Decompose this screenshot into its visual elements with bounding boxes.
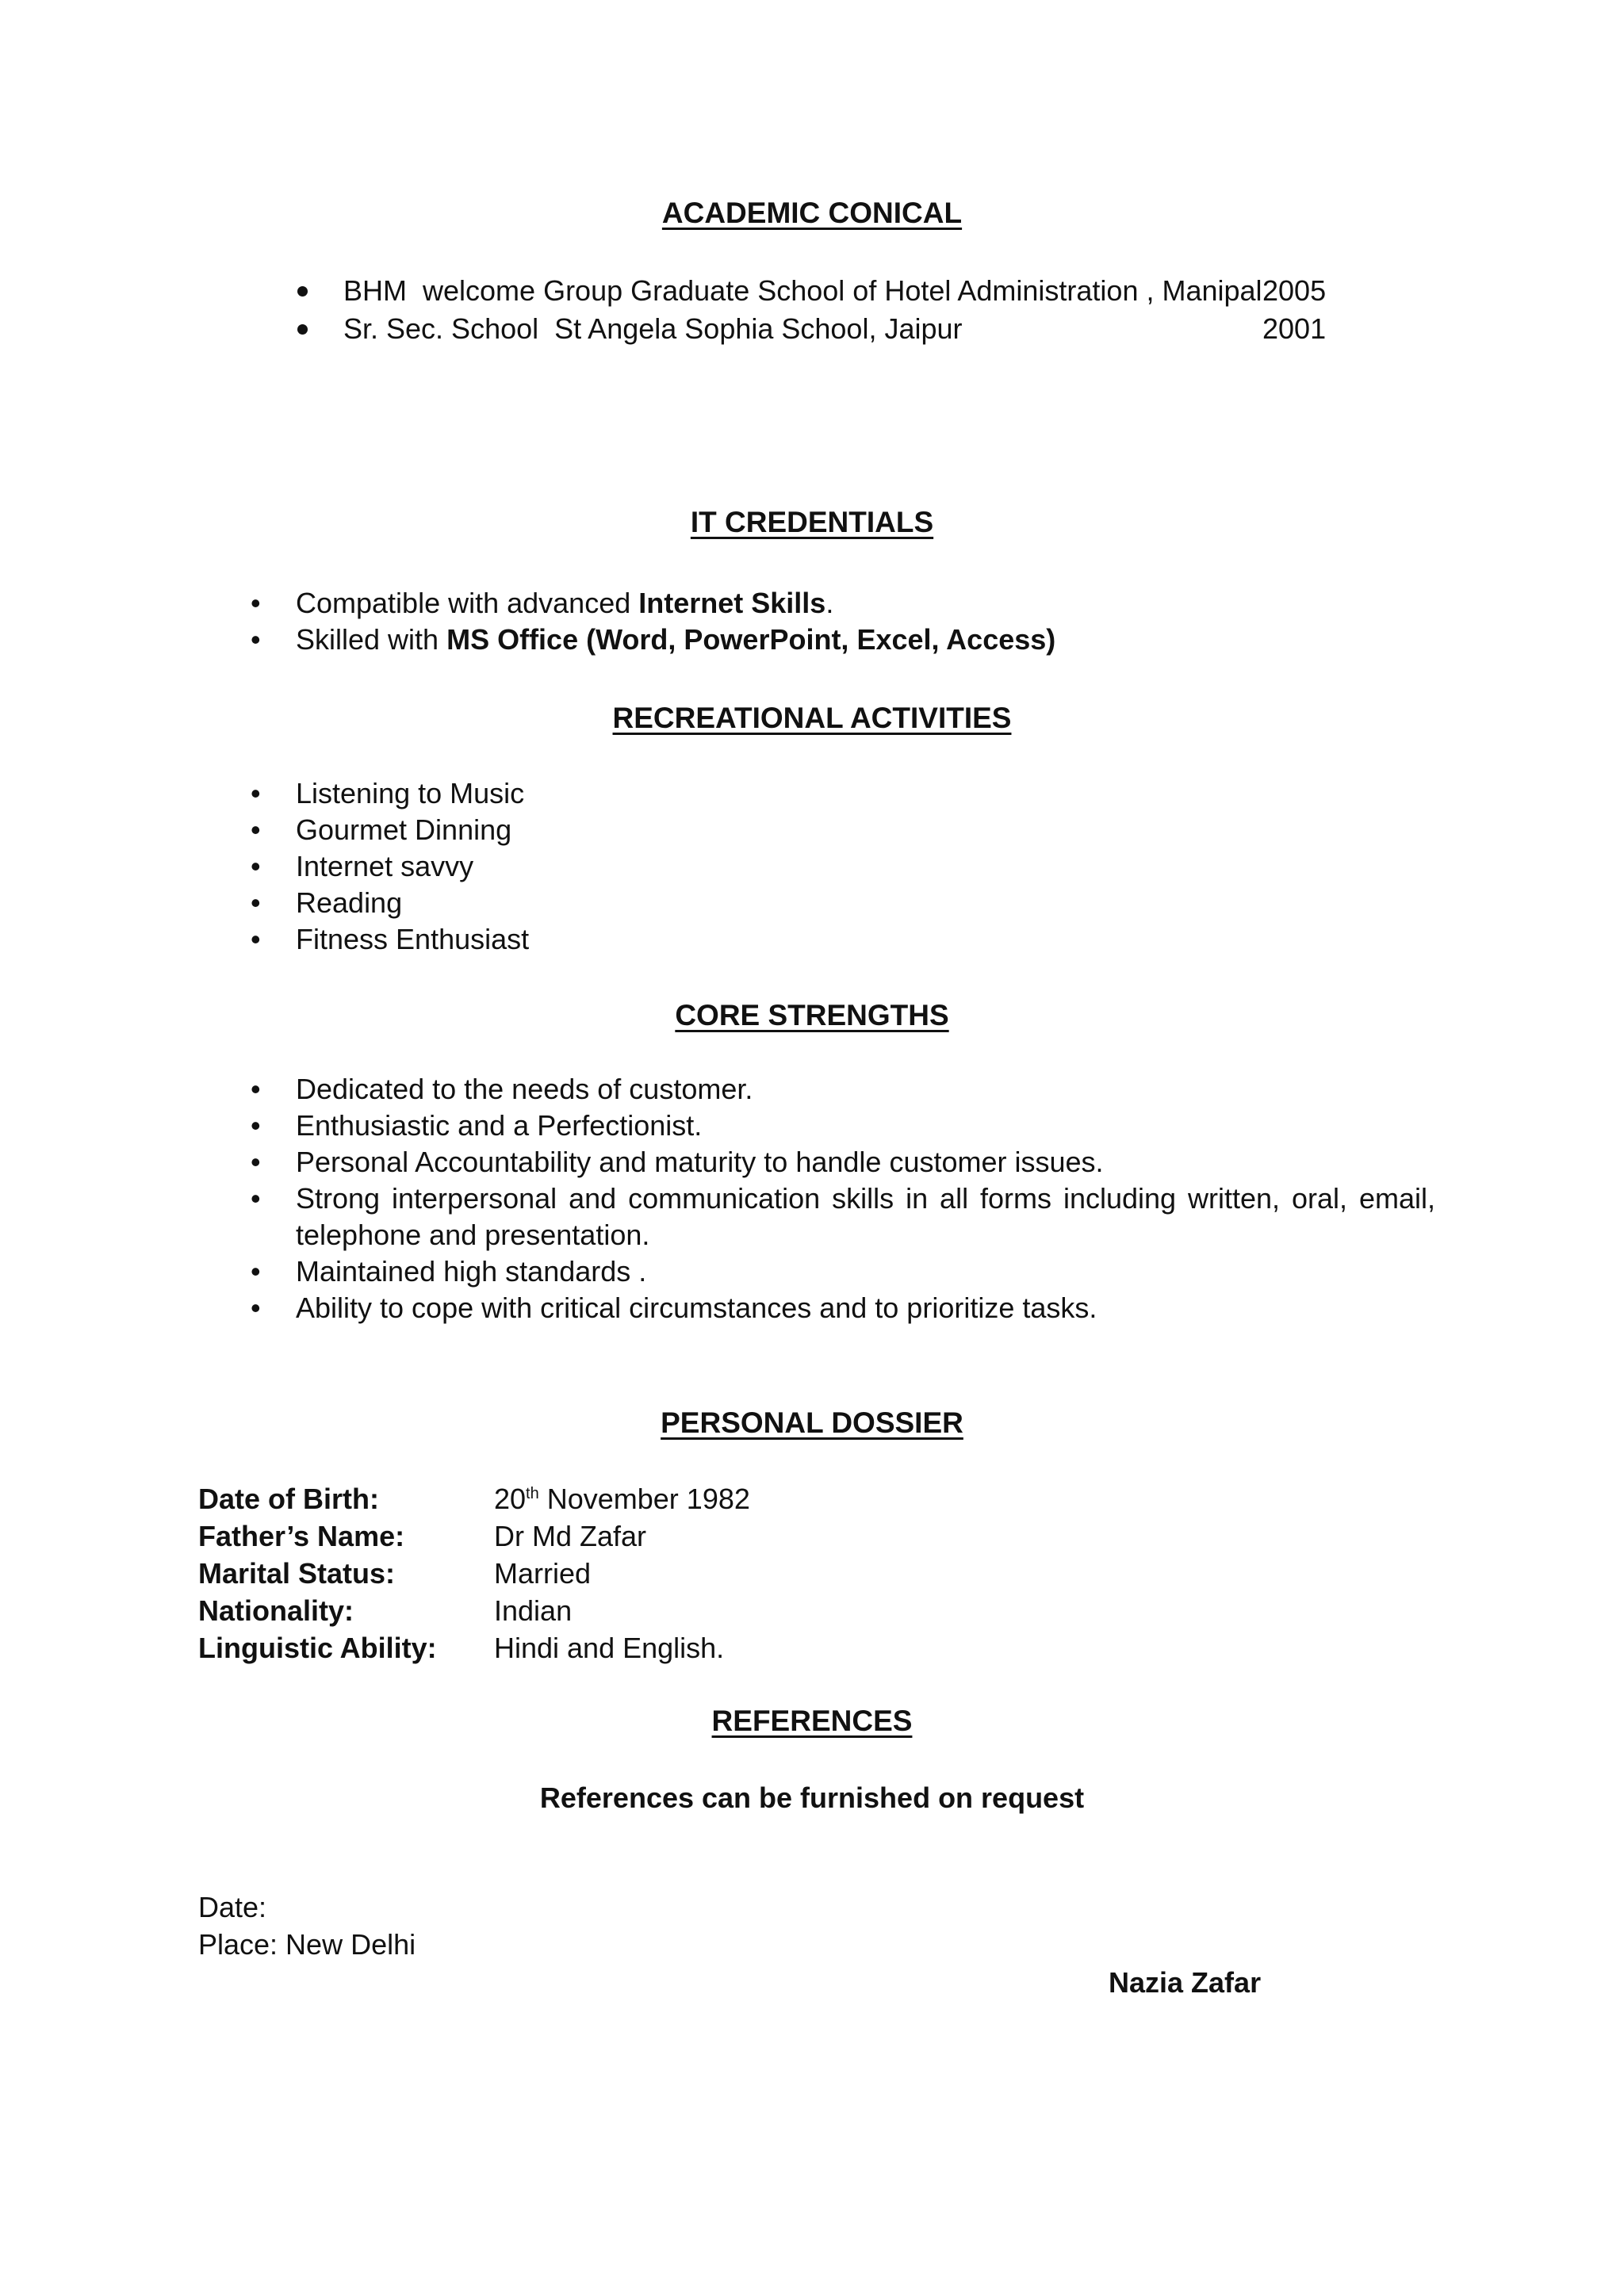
place-line: Place: New Delhi <box>198 1928 416 1961</box>
bullet-icon: • <box>251 1292 261 1324</box>
marital-value: Married <box>494 1557 592 1590</box>
list-item: Fitness Enthusiast <box>296 923 530 955</box>
it-item <box>296 587 833 620</box>
it-heading: IT CREDENTIALS <box>690 506 934 538</box>
dob-label: Date of Birth: <box>198 1483 379 1515</box>
list-item: Internet savvy <box>296 850 474 882</box>
bullet-icon: • <box>251 623 261 656</box>
bullet-icon: • <box>251 1146 261 1178</box>
academic-degree: Sr. Sec. School <box>343 312 539 345</box>
academic-item-2 <box>343 312 963 346</box>
bullet-icon: • <box>251 1182 261 1215</box>
bullet-icon: • <box>251 1255 261 1288</box>
it-item-bold: MS Office (Word, PowerPoint, Excel, Access) <box>446 623 1056 656</box>
list-item: Strong interpersonal and communication skills in all forms including written, oral, email, <box>296 1182 1435 1215</box>
references-heading: REFERENCES <box>711 1705 913 1737</box>
list-item: Maintained high standards . <box>296 1255 647 1288</box>
signature-name: Nazia Zafar <box>1109 1966 1262 1999</box>
it-item-text: Compatible with advanced <box>296 587 639 619</box>
bullet-icon <box>297 286 308 297</box>
academic-institution: welcome Group Graduate School of Hotel Administration , Manipal <box>423 274 1262 307</box>
academic-institution: St Angela Sophia School, Jaipur <box>554 312 963 345</box>
core-heading: CORE STRENGTHS <box>675 999 949 1031</box>
list-item: Ability to cope with critical circumstances and to prioritize tasks. <box>296 1292 1097 1324</box>
it-item-bold: Internet Skills <box>638 587 826 619</box>
academic-year: 2001 <box>1262 312 1327 345</box>
list-item: Gourmet Dinning <box>296 813 512 846</box>
bullet-icon: • <box>251 850 261 882</box>
bullet-icon: • <box>251 886 261 919</box>
academic-item-1 <box>343 274 1262 308</box>
dob-rest: November 1982 <box>538 1483 750 1515</box>
bullet-icon: • <box>251 1109 261 1142</box>
references-text: References can be furnished on request <box>539 1781 1085 1814</box>
date-line: Date: <box>198 1891 267 1923</box>
dob-suffix: th <box>526 1485 539 1502</box>
it-item-text: Skilled with <box>296 623 447 656</box>
father-value: Dr Md Zafar <box>494 1520 647 1552</box>
bullet-icon: • <box>251 587 261 619</box>
marital-label: Marital Status: <box>198 1557 396 1590</box>
bullet-icon: • <box>251 813 261 846</box>
list-item: Dedicated to the needs of customer. <box>296 1073 753 1105</box>
bullet-icon: • <box>251 1073 261 1105</box>
list-item: Personal Accountability and maturity to handle customer issues. <box>296 1146 1104 1178</box>
academic-degree: BHM <box>343 274 407 307</box>
list-item: Enthusiastic and a Perfectionist. <box>296 1109 703 1142</box>
father-label: Father’s Name: <box>198 1520 405 1552</box>
dob-value <box>494 1483 750 1516</box>
list-item: Listening to Music <box>296 777 525 809</box>
it-item-text: . <box>825 587 834 619</box>
academic-year: 2005 <box>1262 274 1327 307</box>
list-item-continuation: telephone and presentation. <box>296 1219 650 1251</box>
linguistic-value: Hindi and English. <box>494 1632 725 1664</box>
dob-day: 20 <box>494 1483 527 1515</box>
academic-heading: ACADEMIC CONICAL <box>661 197 963 229</box>
linguistic-label: Linguistic Ability: <box>198 1632 437 1664</box>
bullet-icon: • <box>251 777 261 809</box>
it-item <box>296 623 1055 656</box>
recreational-heading: RECREATIONAL ACTIVITIES <box>612 702 1012 734</box>
bullet-icon <box>297 324 308 335</box>
personal-heading: PERSONAL DOSSIER <box>661 1406 963 1439</box>
nationality-value: Indian <box>494 1594 573 1627</box>
nationality-label: Nationality: <box>198 1594 354 1627</box>
bullet-icon: • <box>251 923 261 955</box>
list-item: Reading <box>296 886 403 919</box>
